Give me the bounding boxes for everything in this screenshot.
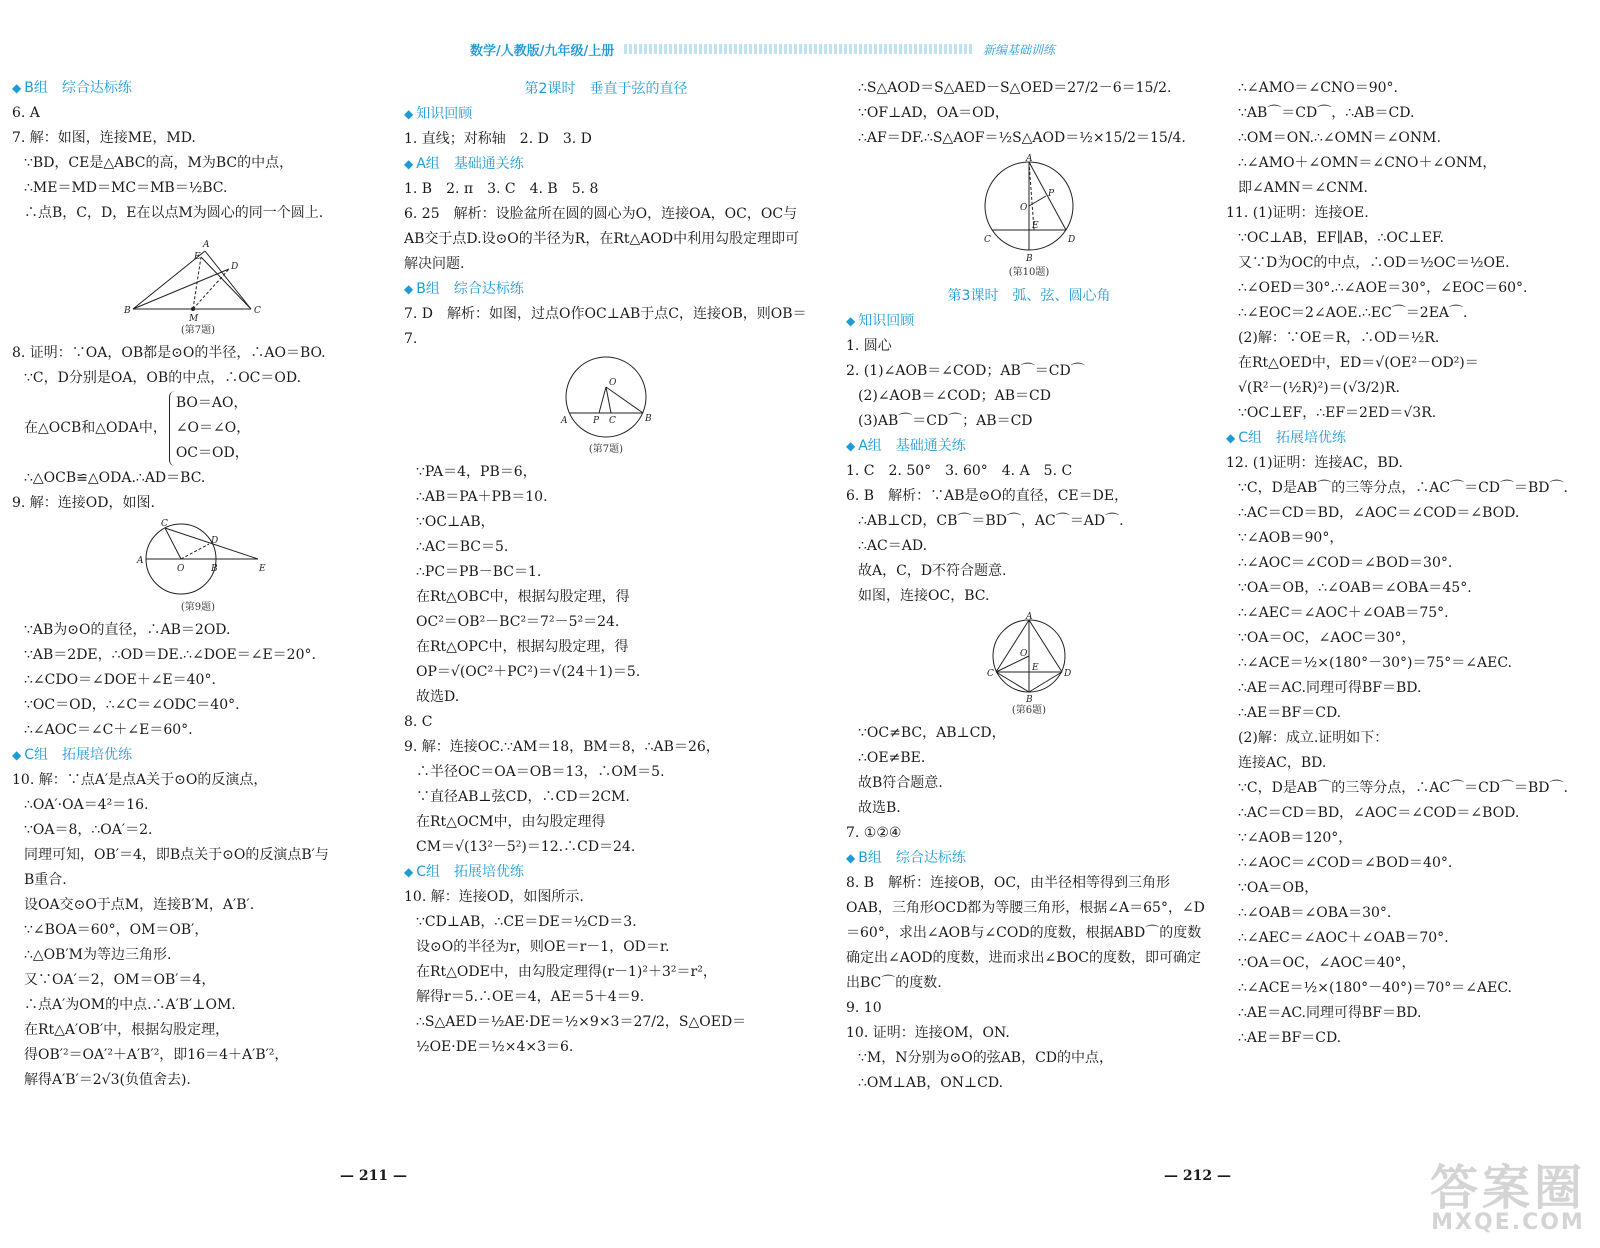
answer-line: 7. 解：如图，连接ME，MD.	[12, 130, 196, 146]
figure-9-circle	[12, 519, 384, 615]
triangle-diagram-icon	[123, 229, 273, 324]
section-heading: ◆ B组 综合达标练	[12, 76, 384, 101]
answer-line: ∴∠ACE＝½×(180°－30°)＝75°＝∠AEC.	[1238, 655, 1512, 671]
svg-text:E: E	[194, 252, 201, 262]
section-heading: ◆ B组 综合达标练	[404, 277, 808, 302]
svg-text:D: D	[211, 536, 219, 546]
answer-line: 设OA交⊙O于点M，连接B′M，A′B′.	[24, 897, 255, 913]
answer-line: 同理可知，OB′＝4，即B点关于⊙O的反演点B′与	[24, 847, 329, 863]
answer-line: ∴∠AMO＝∠CNO＝90°.	[1238, 80, 1398, 96]
answer-line: 得OB′²＝OA′²＋A′B′²，即16＝4＋A′B′²，	[24, 1047, 289, 1063]
section-heading: ◆ 知识回顾	[404, 102, 808, 127]
answer-line: ∵OC＝OD，∴∠C＝∠ODC＝40°.	[24, 697, 240, 713]
answer-line: 又∵D为OC的中点，∴OD＝½OC＝½OE.	[1238, 255, 1510, 271]
answer-line: ∵OC≠BC，AB⊥CD，	[858, 725, 1006, 741]
section-marker-icon: ◆	[404, 282, 414, 296]
circle-diagram-icon	[984, 612, 1074, 704]
watermark-url: MXQE.COM	[1431, 1210, 1585, 1235]
answer-line: 又∵OA′＝2，OM＝OB′＝4，	[24, 972, 216, 988]
svg-text:E: E	[1032, 221, 1039, 231]
answer-line: 连接AC，BD.	[1238, 755, 1327, 771]
equation-system	[12, 391, 384, 466]
section-marker-icon: ◆	[846, 851, 856, 865]
answer-line: 11. (1)证明：连接OE.	[1226, 205, 1369, 221]
answer-line: ∴△OB′M为等边三角形.	[24, 947, 172, 963]
circle-diagram-icon	[123, 519, 273, 601]
answer-line: 10. 证明：连接OM，ON.	[846, 1025, 1010, 1041]
page-header	[470, 40, 1055, 58]
section-marker-icon: ◆	[1226, 431, 1236, 445]
answer-line: ∵OA＝OC，∠AOC＝40°，	[1238, 955, 1416, 971]
answer-line: ∴AF＝DF.∴S△AOF＝½S△AOD＝½×15/2＝15/4.	[858, 130, 1186, 146]
answer-line: ∴AE＝AC.同理可得BF＝BD.	[1238, 1005, 1422, 1021]
svg-text:D: D	[1068, 235, 1076, 245]
svg-text:A: A	[1026, 154, 1033, 164]
answer-line: ∴AE＝AC.同理可得BF＝BD.	[1238, 680, 1422, 696]
answer-line: ∵∠AOB＝120°，	[1238, 830, 1353, 846]
answer-line: ∵AB⌒＝CD⌒，∴AB＝CD.	[1238, 105, 1415, 121]
answer-line: ∴ME＝MD＝MC＝MB＝½BC.	[24, 180, 228, 196]
answer-line: 10. 解：连接OD，如图所示.	[404, 889, 584, 905]
answer-line: OP＝√(OC²＋PC²)＝√(24＋1)＝5.	[416, 664, 641, 680]
answer-line: ∴∠AEC＝∠AOC＋∠OAB＝75°.	[1238, 605, 1449, 621]
figure-7-chord	[404, 355, 808, 457]
answer-line: ∴∠AOC＝∠COD＝∠BOD＝30°.	[1238, 555, 1453, 571]
answer-line: 9. 10	[846, 1000, 882, 1016]
answer-line: CM＝√(13²－5²)＝12.∴CD＝24.	[416, 839, 636, 855]
answer-line: 1. 直线；对称轴 2. D 3. D	[404, 131, 592, 147]
circle-chord-diagram-icon	[551, 355, 661, 443]
column-1	[12, 76, 384, 1093]
answer-line: 在Rt△OBC中，根据勾股定理，得	[416, 589, 630, 605]
figure-caption: (第7题)	[180, 325, 216, 336]
answer-line: ∴S△AOD＝S△AED－S△OED＝27/2－6＝15/2.	[858, 80, 1172, 96]
page-number-right: — 212 —	[1164, 1168, 1231, 1184]
header-stripe	[624, 44, 973, 54]
answer-line: ½OE·DE＝½×4×3＝6.	[416, 1039, 574, 1055]
answer-line: OC＝OD，	[175, 445, 249, 461]
svg-text:C: C	[984, 235, 991, 245]
answer-line: 10. 解：∵点A′是点A关于⊙O的反演点，	[12, 772, 268, 788]
answer-line: 8. C	[404, 714, 433, 730]
answer-line: ∴AE＝BF＝CD.	[1238, 705, 1342, 721]
answer-line: ∴AB⊥CD，CB⌒＝BD⌒，AC⌒＝AD⌒.	[858, 513, 1124, 529]
answer-line: 6. A	[12, 105, 40, 121]
page-number-left: — 211 —	[340, 1168, 407, 1184]
answer-line: ∴PC＝PB－BC＝1.	[416, 564, 542, 580]
answer-line: ∴OM⊥AB，ON⊥CD.	[858, 1075, 1004, 1091]
answer-line: 7. ①②④	[846, 825, 902, 841]
section-marker-icon: ◆	[12, 81, 22, 95]
answer-line: ∵OC⊥AB，EF∥AB，∴OC⊥EF.	[1238, 230, 1444, 246]
answer-line: 1. 圆心	[846, 338, 892, 354]
answer-line: ∴∠OAB＝∠OBA＝30°.	[1238, 905, 1392, 921]
svg-text:M: M	[189, 314, 199, 324]
svg-text:D: D	[1064, 669, 1072, 679]
figure-7-triangle	[12, 229, 384, 338]
answer-line: 6. 25 解析：设脸盆所在圆的圆心为O，连接OA，OC，OC与AB交于点D.设⊙O的半径为R，在Rt△AOD中利用勾股定理即可解决问题.	[404, 206, 800, 272]
answer-line: ∴∠AMO＋∠OMN＝∠CNO＋∠ONM，	[1238, 155, 1497, 171]
answer-line: ∵CD⊥AB，∴CE＝DE＝½CD＝3.	[416, 914, 637, 930]
svg-text:C: C	[987, 669, 994, 679]
section-marker-icon: ◆	[404, 865, 414, 879]
svg-text:E: E	[259, 564, 266, 574]
answer-line: 解得A′B′＝2√3(负值舍去).	[24, 1072, 191, 1088]
circle-diagram-icon	[974, 154, 1084, 266]
section-heading: ◆ A组 基础通关练	[404, 152, 808, 177]
svg-text:P: P	[1048, 189, 1055, 199]
column-2	[404, 76, 808, 1060]
brace-group	[169, 391, 250, 466]
answer-line: 7. D 解析：如图，过点O作OC⊥AB于点C，连接OB，则OB＝7.	[404, 306, 807, 347]
answer-line: 在△OCB和△ODA中，	[24, 420, 167, 436]
svg-text:B: B	[1026, 254, 1033, 264]
answer-line: ∴OA′·OA＝4²＝16.	[24, 797, 149, 813]
answer-line: 设⊙O的半径为r，则OE＝r－1，OD＝r.	[416, 939, 670, 955]
answer-line: ∴点A′为OM的中点.∴A′B′⊥OM.	[24, 997, 236, 1013]
svg-text:A: A	[1026, 612, 1033, 622]
answer-line: 在Rt△OCM中，由勾股定理得	[416, 814, 606, 830]
watermark-text: 答案圈	[1429, 1160, 1586, 1216]
answer-line: ∵OC⊥AB，	[416, 514, 495, 530]
answer-line: ∵OA＝OC，∠AOC＝30°，	[1238, 630, 1416, 646]
answer-line: ∴∠AEC＝∠AOC＋∠OAB＝70°.	[1238, 930, 1449, 946]
answer-line: 在Rt△OED中，ED＝√(OE²－OD²)＝	[1238, 355, 1479, 371]
section-heading: ◆ 知识回顾	[846, 309, 1212, 334]
answer-line: 故A，C，D不符合题意.	[858, 563, 1007, 579]
answer-line: ∴AB＝PA＋PB＝10.	[416, 489, 548, 505]
answer-line: ∴AC＝CD＝BD，∠AOC＝∠COD＝∠BOD.	[1238, 805, 1520, 821]
section-marker-icon: ◆	[404, 107, 414, 121]
answer-line: (2)∠AOB＝∠COD；AB＝CD	[858, 388, 1051, 404]
svg-text:B: B	[1026, 695, 1033, 704]
answer-line: ∵PA＝4，PB＝6，	[416, 464, 537, 480]
answer-line: 如图，连接OC，BC.	[858, 588, 990, 604]
section-heading: ◆ C组 拓展培优练	[1226, 426, 1598, 451]
figure-caption: (第9题)	[180, 602, 216, 613]
answer-line: OC²＝OB²－BC²＝7²－5²＝24.	[416, 614, 620, 630]
answer-line: BO＝AO，	[175, 395, 248, 411]
figure-6-circle	[846, 612, 1212, 718]
header-brand: 数学/人教版/九年级/上册	[470, 43, 615, 59]
lesson-title: 第2课时 垂直于弦的直径	[524, 81, 688, 97]
header-series: 新编基础训练	[982, 42, 1055, 57]
section-heading: ◆ A组 基础通关练	[846, 434, 1212, 459]
answer-line: 故选D.	[416, 689, 460, 705]
answer-line: 9. 解：连接OC.∵AM＝18，BM＝8，∴AB＝26，	[404, 739, 720, 755]
answer-line: ∴OM＝ON.∴∠OMN＝∠ONM.	[1238, 130, 1441, 146]
answer-line: ∵OC⊥EF，∴EF＝2ED＝√3R.	[1238, 405, 1437, 421]
answer-line: ∴△OCB≌△ODA.∴AD＝BC.	[24, 470, 206, 486]
answer-line: (3)AB⌒＝CD⌒；AB＝CD	[858, 413, 1033, 429]
svg-text:P: P	[593, 416, 600, 426]
answer-line: 6. B 解析：∵AB是⊙O的直径，CE＝DE，	[846, 488, 1129, 504]
svg-text:B: B	[211, 564, 218, 574]
answer-line: 在Rt△OPC中，根据勾股定理，得	[416, 639, 629, 655]
answer-line: ∴S△AED＝½AE·DE＝½×9×3＝27/2，S△OED＝	[416, 1014, 747, 1030]
answer-line: 8. 证明：∵OA，OB都是⊙O的半径，∴AO＝BO.	[12, 345, 326, 361]
answer-line: ∵BD，CE是△ABC的高，M为BC的中点，	[24, 155, 294, 171]
answer-line: √(R²－(½R)²)＝(√3/2)R.	[1238, 380, 1401, 396]
svg-text:A: A	[561, 416, 568, 426]
column-3	[846, 76, 1212, 1096]
figure-caption: (第6题)	[1011, 705, 1047, 716]
figure-caption: (第10题)	[1008, 267, 1050, 278]
answer-line: (2)解：成立.证明如下：	[1238, 730, 1389, 746]
answer-line: ∵C，D是AB⌒的三等分点，∴AC⌒＝CD⌒＝BD⌒.	[1238, 480, 1568, 496]
answer-line: ∵∠BOA＝60°，OM＝OB′，	[24, 922, 209, 938]
answer-line: ∵C，D分别是OA，OB的中点，∴OC＝OD.	[24, 370, 302, 386]
answer-line: ∵OF⊥AD，OA＝OD，	[858, 105, 1009, 121]
svg-text:A: A	[203, 240, 210, 250]
svg-text:O: O	[1020, 649, 1028, 659]
answer-line: ∴∠OED＝30°.∴∠AOE＝30°，∠EOC＝60°.	[1238, 280, 1528, 296]
answer-line: ∵AB为⊙O的直径，∴AB＝2OD.	[24, 622, 231, 638]
answer-line: ∴∠AOC＝∠COD＝∠BOD＝40°.	[1238, 855, 1453, 871]
section-heading: ◆ C组 拓展培优练	[12, 743, 384, 768]
svg-text:C: C	[161, 519, 168, 529]
answer-line: (2)解：∵OE＝R，∴OD＝½R.	[1238, 330, 1440, 346]
answer-line: 2. (1)∠AOB＝∠COD；AB⌒＝CD⌒	[846, 363, 1085, 379]
answer-line: ∴AC＝CD＝BD，∠AOC＝∠COD＝∠BOD.	[1238, 505, 1520, 521]
svg-text:A: A	[137, 556, 144, 566]
answer-line: ∴AE＝BF＝CD.	[1238, 1030, 1342, 1046]
answer-line: B重合.	[24, 872, 67, 888]
answer-line: 8. B 解析：连接OB，OC，由半径相等得到三角形OAB，三角形OCD都为等腰三角形，根据∠A＝65°，∠D＝60°，求出∠AOB与∠COD的度数，根据ABD⌒的度数确定出∠AOD的度数，进而求出∠BOC的度数，即可确定出BC⌒的度数.	[846, 875, 1205, 991]
answer-line: 即∠AMN＝∠CNM.	[1238, 180, 1368, 196]
answer-line: 在Rt△A′OB′中，根据勾股定理，	[24, 1022, 230, 1038]
section-marker-icon: ◆	[846, 439, 856, 453]
svg-text:O: O	[609, 378, 617, 388]
svg-text:C: C	[254, 306, 261, 316]
answer-line: ∵AB＝2DE，∴OD＝DE.∴∠DOE＝∠E＝20°.	[24, 647, 316, 663]
svg-text:C: C	[609, 416, 616, 426]
answer-line: 解得r＝5.∴OE＝4，AE＝5＋4＝9.	[416, 989, 645, 1005]
answer-line: ∴AC＝BC＝5.	[416, 539, 509, 555]
answer-line: 1. B 2. π 3. C 4. B 5. 8	[404, 181, 599, 197]
answer-line: ∴AC＝AD.	[858, 538, 928, 554]
answer-line: ∴OE≠BE.	[858, 750, 926, 766]
answer-line: ∴∠EOC＝2∠AOE.∴EC⌒＝2EA⌒.	[1238, 305, 1468, 321]
answer-line: ∴点B，C，D，E在以点M为圆心的同一个圆上.	[24, 205, 324, 221]
answer-line: ∴半径OC＝OA＝OB＝13，∴OM＝5.	[416, 764, 665, 780]
answer-line: ∵OA＝8，∴OA′＝2.	[24, 822, 153, 838]
lesson-title: 第3课时 弧、弦、圆心角	[947, 288, 1111, 304]
section-marker-icon: ◆	[404, 157, 414, 171]
answer-line: 在Rt△ODE中，由勾股定理得(r－1)²＋3²＝r²，	[416, 964, 717, 980]
answer-line: 故选B.	[858, 800, 901, 816]
section-marker-icon: ◆	[12, 748, 22, 762]
answer-line: 9. 解：连接OD，如图.	[12, 495, 155, 511]
answer-line: ∵M，N分别为⊙O的弦AB，CD的中点，	[858, 1050, 1114, 1066]
svg-text:B: B	[124, 306, 131, 316]
section-heading: ◆ B组 综合达标练	[846, 846, 1212, 871]
answer-line: 故B符合题意.	[858, 775, 943, 791]
answer-line: ∴∠AOC＝∠C＋∠E＝60°.	[24, 722, 193, 738]
svg-text:E: E	[1032, 663, 1039, 673]
svg-text:O: O	[1020, 203, 1028, 213]
answer-line: ∵∠AOB＝90°，	[1238, 530, 1344, 546]
answer-line: 12. (1)证明：连接AC，BD.	[1226, 455, 1403, 471]
section-marker-icon: ◆	[846, 314, 856, 328]
svg-text:D: D	[231, 262, 239, 272]
svg-text:B: B	[645, 414, 652, 424]
answer-line: ∴∠CDO＝∠DOE＋∠E＝40°.	[24, 672, 216, 688]
answer-line: ∵OA＝OB，	[1238, 880, 1319, 896]
column-4	[1226, 76, 1598, 1051]
section-heading: ◆ C组 拓展培优练	[404, 860, 808, 885]
answer-line: ∵C，D是AB⌒的三等分点，∴AC⌒＝CD⌒＝BD⌒.	[1238, 780, 1568, 796]
figure-10-circle	[846, 154, 1212, 280]
watermark-logo	[1429, 1160, 1586, 1235]
answer-line: ∠O＝∠O，	[175, 420, 251, 436]
figure-caption: (第7题)	[588, 444, 624, 455]
answer-line: ∴∠ACE＝½×(180°－40°)＝70°＝∠AEC.	[1238, 980, 1512, 996]
svg-text:O: O	[177, 564, 185, 574]
answer-line: ∵直径AB⊥弦CD，∴CD＝2CM.	[416, 789, 630, 805]
answer-line: 1. C 2. 50° 3. 60° 4. A 5. C	[846, 463, 1073, 479]
answer-line: ∵OA＝OB，∴∠OAB＝∠OBA＝45°.	[1238, 580, 1472, 596]
